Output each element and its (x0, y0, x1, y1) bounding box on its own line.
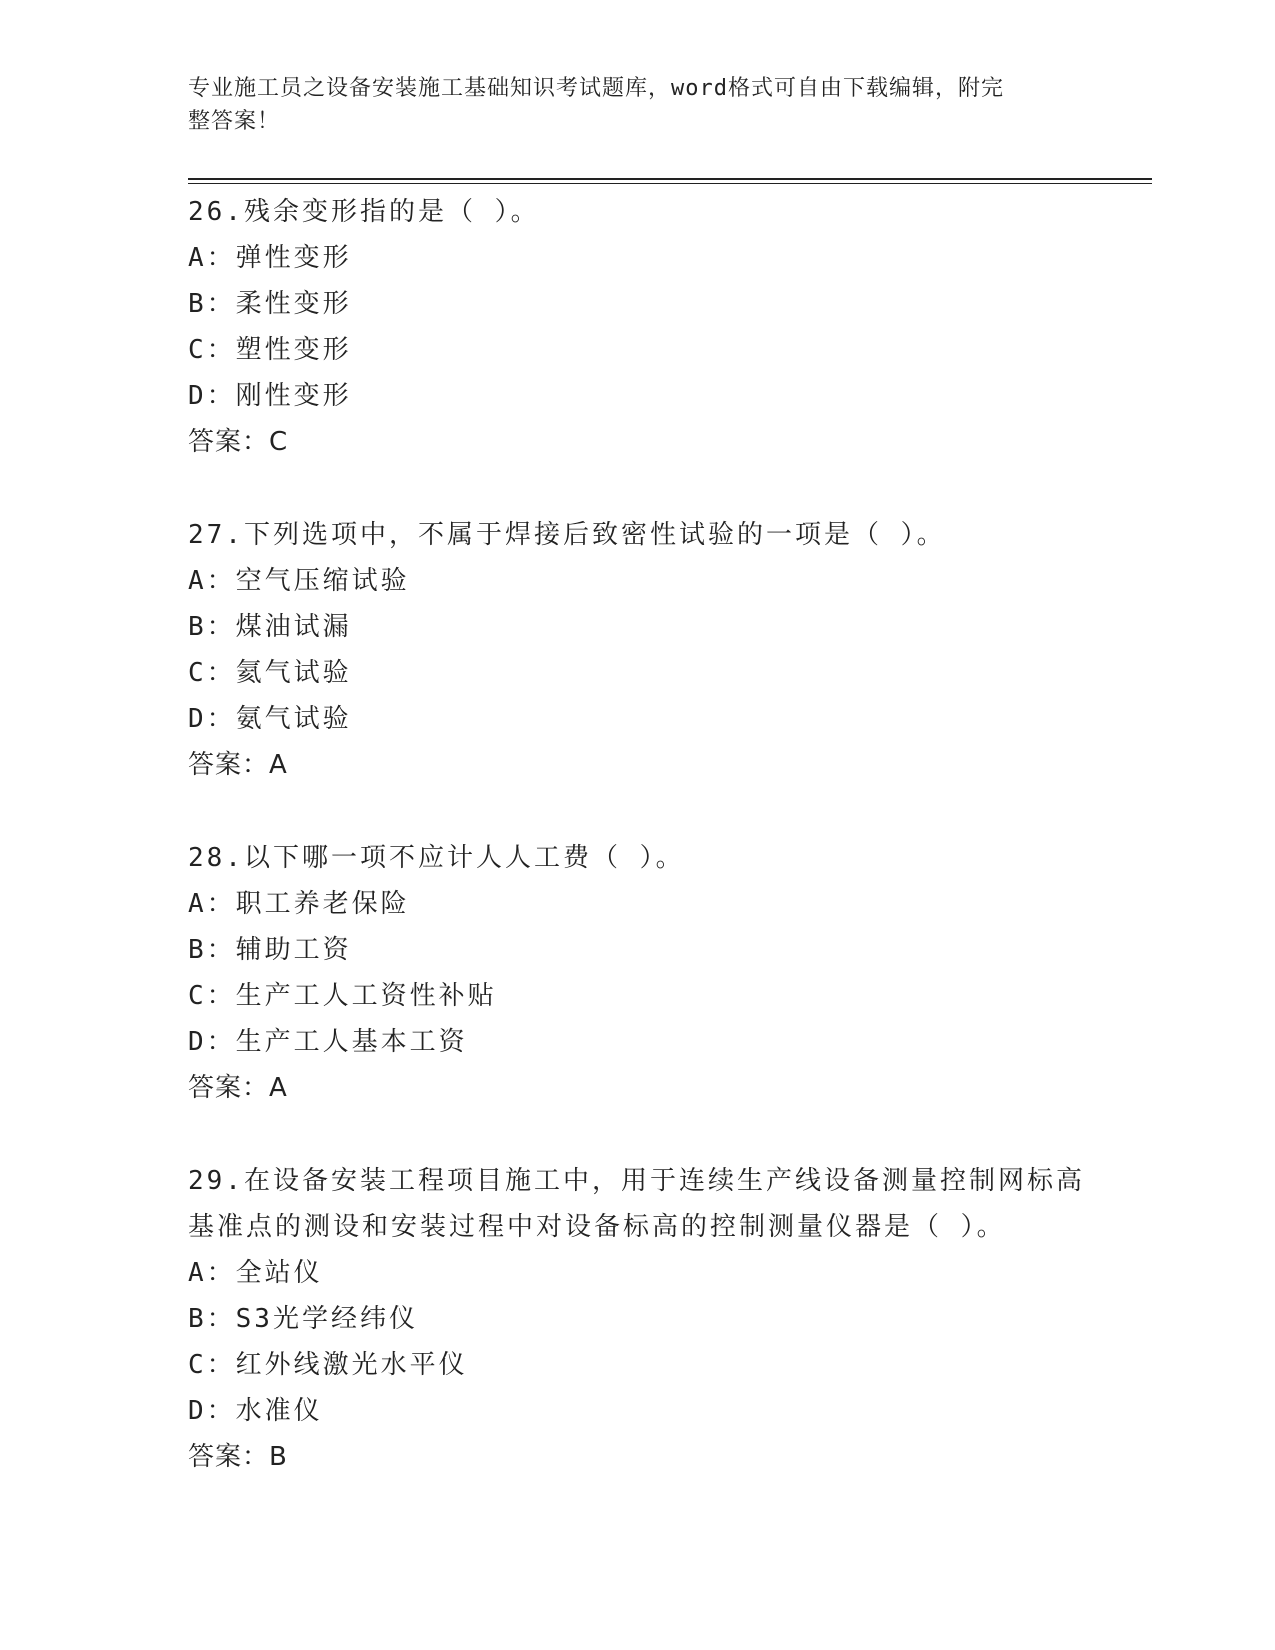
option-d: D：氨气试验 (188, 704, 352, 734)
option-c: C：塑性变形 (188, 335, 352, 365)
question-stem-line-2: 基准点的测设和安装过程中对设备标高的控制测量仪器是（ ）。 (188, 1212, 1006, 1242)
answer: 答案：C (188, 427, 289, 457)
header-line-2: 整答案！ (188, 109, 281, 134)
option-d: D：水准仪 (188, 1396, 323, 1426)
question-stem: 28.以下哪一项不应计人人工费（ ）。 (188, 843, 685, 873)
header-line-1: 专业施工员之设备安装施工基础知识考试题库，word格式可自由下载编辑，附完 (188, 76, 1004, 101)
option-c: C：氦气试验 (188, 658, 352, 688)
option-b: B：煤油试漏 (188, 612, 352, 642)
question-29 (188, 1158, 1108, 1480)
option-b: B：S3光学经纬仪 (188, 1304, 418, 1334)
question-28 (188, 835, 1108, 1111)
option-a: A：全站仪 (188, 1258, 323, 1288)
header-divider-thin (188, 183, 1152, 184)
option-a: A：职工养老保险 (188, 889, 410, 919)
question-stem: 27.下列选项中，不属于焊接后致密性试验的一项是（ ）。 (188, 520, 946, 550)
answer: 答案：B (188, 1442, 288, 1472)
answer: 答案：A (188, 1073, 288, 1103)
question-27 (188, 512, 1108, 788)
option-c: C：红外线激光水平仪 (188, 1350, 468, 1380)
header-divider-thick (188, 178, 1152, 180)
question-list (188, 189, 1108, 1527)
option-c: C：生产工人工资性补贴 (188, 981, 497, 1011)
option-b: B：柔性变形 (188, 289, 352, 319)
question-stem-line-1: 29.在设备安装工程项目施工中，用于连续生产线设备测量控制网标高 (188, 1166, 1085, 1196)
document-header (188, 72, 1068, 138)
option-b: B：辅助工资 (188, 935, 352, 965)
question-26 (188, 189, 1108, 465)
answer: 答案：A (188, 750, 288, 780)
option-a: A：弹性变形 (188, 243, 352, 273)
question-stem: 26.残余变形指的是（ ）。 (188, 197, 540, 227)
option-d: D：刚性变形 (188, 381, 352, 411)
option-d: D：生产工人基本工资 (188, 1027, 468, 1057)
option-a: A：空气压缩试验 (188, 566, 410, 596)
